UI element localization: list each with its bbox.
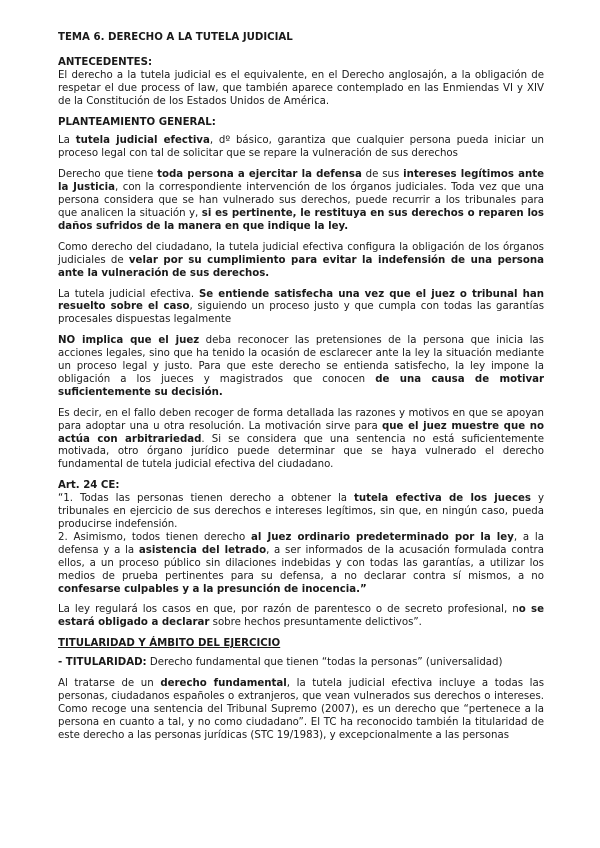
paragraph: La tutela judicial efectiva, dº básico, garantiza que cualquier persona pueda iniciar un proceso legal con tal de solicitar que se repare la vulneración de sus derechos bbox=[58, 135, 544, 160]
paragraph: La ley regulará los casos en que, por razón de parentesco o de secreto profesional, no se estará obligado a declarar sobre hechos presuntamente delictivos”. bbox=[58, 604, 544, 629]
document-title: TEMA 6. DERECHO A LA TUTELA JUDICIAL bbox=[58, 32, 293, 43]
paragraph: “1. Todas las personas tienen derecho a obtener la tutela efectiva de los jueces y tribunales en ejercicio de sus derechos e intereses legítimos, sin que, en ningún caso, pueda producirse indefensión. bbox=[58, 493, 544, 530]
document-page bbox=[58, 32, 544, 749]
paragraph: La tutela judicial efectiva. Se entiende satisfecha una vez que el juez o tribunal han resuelto sobre el caso, siguiendo un proceso justo y que cumpla con todas las garantías procesales dispuestas legalmente bbox=[58, 288, 545, 326]
section-heading-planteamiento: PLANTEAMIENTO GENERAL: bbox=[58, 116, 216, 128]
section-heading-art24: Art. 24 CE: bbox=[58, 480, 120, 492]
paragraph: - TITULARIDAD: Derecho fundamental que tienen “todas la personas” (universalidad) bbox=[58, 657, 503, 669]
paragraph: Es decir, en el fallo deben recoger de forma detallada las razones y motivos en que se apoyan para adoptar una u otra resolución. La motivación sirve para que el juez muestre que no actúa con arbitrariedad. Si se considera que una sentencia no está suficientemente motivada, otro órgano jurídico puede determinar que se haya vulnerado el derecho fundamental de tutela judicial efectiva del ciudadano. bbox=[58, 407, 544, 471]
paragraph: 2. Asimismo, todos tienen derecho al Juez ordinario predeterminado por la ley, a la defensa y a la asistencia del letrado, a ser informados de la acusación formulada contra ellos, a un proceso público sin dilaciones indebidas y con todas las garantías, a utilizar los medios de prueba pertinentes para su defensa, a no declarar contra sí mismos, a no confesarse culpables y a la presunción de inocencia.” bbox=[58, 531, 544, 595]
paragraph: Al tratarse de un derecho fundamental, la tutela judicial efectiva incluye a todas las personas, ciudadanos españoles o extranjeros, que vean vulnerados sus derechos o intereses. Como recoge una sentencia del Tribunal Supremo (2007), es un derecho que “pertenece a la persona en cuanto a tal, y no como ciudadano”. El TC ha reconocido también la titularidad de este derecho a las personas jurídicas (STC 19/1983), y excepcionalmente a las personas bbox=[58, 678, 544, 741]
section-heading-antecedentes: ANTECEDENTES: bbox=[58, 56, 153, 68]
paragraph-antecedentes: El derecho a la tutela judicial es el equivalente, en el Derecho anglosajón, a la obligación de respetar el due process of law, que también aparece contemplado en las Enmiendas VI y XIV de la Constitución de los Estados Unidos de América. bbox=[58, 69, 544, 107]
paragraph: NO implica que el juez deba reconocer las pretensiones de la persona que inicia las acciones legales, sino que ha tenido la ocasión de esclarecer ante la ley la situación mediante un proceso legal y justo. Para que este derecho se entienda satisfecho, la ley impone la obligación a los jueces y magistrados que conocen de una causa de motivar suficientemente su decisión. bbox=[58, 335, 545, 398]
paragraph: Como derecho del ciudadano, la tutela judicial efectiva configura la obligación de los órganos judiciales de velar por su cumplimiento para evitar la indefensión de una persona ante la vulneración de sus derechos. bbox=[58, 241, 544, 279]
section-heading-titularidad: TITULARIDAD Y ÁMBITO DEL EJERCICIO bbox=[58, 638, 281, 650]
paragraph: Derecho que tiene toda persona a ejercitar la defensa de sus intereses legítimos ante la Justicia, con la correspondiente intervención de los órganos judiciales. Toda vez que una persona considera que se han vulnerado sus derechos, puede recurrir a los tribunales para que analicen la situación y, si es pertinente, le restituya en sus derechos o reparen los daños sufridos de la manera en que indique la ley. bbox=[58, 169, 544, 232]
